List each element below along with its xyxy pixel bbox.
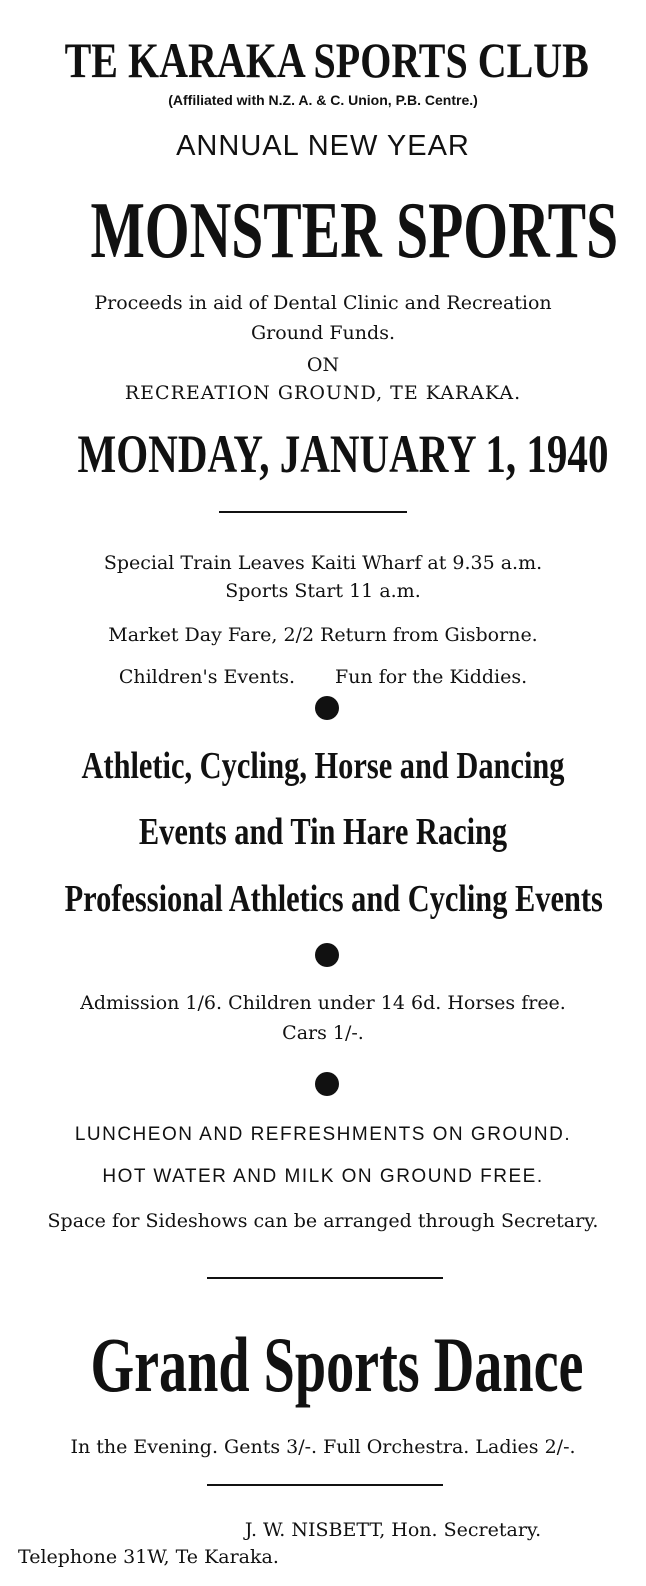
proceeds-line-2: Ground Funds.	[251, 322, 395, 344]
events-line-2: Events and Tin Hare Racing	[138, 811, 508, 853]
sideshows-notice: Space for Sideshows can be arranged through Secretary.	[47, 1210, 599, 1232]
divider-rule	[207, 1277, 443, 1279]
children-events-text: Children's Events.	[118, 666, 296, 688]
secretary-signature: J. W. NISBETT, Hon. Secretary.	[244, 1519, 542, 1541]
fun-for-kiddies-text: Fun for the Kiddies.	[335, 666, 528, 688]
children-events-line	[0, 664, 646, 690]
dance-details: In the Evening. Gents 3/-. Full Orchestra. Ladies 2/-.	[70, 1436, 576, 1458]
events-line-1: Athletic, Cycling, Horse and Dancing	[81, 745, 565, 787]
monster-sports-title: MONSTER SPORTS	[90, 187, 619, 275]
train-departure: Special Train Leaves Kaiti Wharf at 9.35 a.m.	[103, 552, 543, 574]
divider-rule	[207, 1484, 443, 1486]
sports-start-time: Sports Start 11 a.m.	[225, 580, 421, 602]
bullet-dot-icon	[315, 1072, 339, 1096]
proceeds-line-1: Proceeds in aid of Dental Clinic and Recreation	[94, 292, 552, 314]
luncheon-notice: LUNCHEON AND REFRESHMENTS ON GROUND.	[74, 1124, 572, 1145]
bullet-dot-icon	[315, 943, 339, 967]
club-name-heading: TE KARAKA SPORTS CLUB	[64, 32, 589, 88]
admission-prices: Admission 1/6. Children under 14 6d. Horses free.	[80, 992, 566, 1014]
bullet-dot-icon	[315, 696, 339, 720]
car-admission: Cars 1/-.	[282, 1022, 364, 1044]
divider-rule	[219, 511, 407, 513]
events-line-3: Professional Athletics and Cycling Events	[64, 878, 603, 920]
on-label: ON	[306, 354, 340, 376]
annual-new-year-heading: ANNUAL NEW YEAR	[176, 130, 470, 162]
telephone-line: Telephone 31W, Te Karaka.	[18, 1546, 279, 1568]
hot-water-notice: HOT WATER AND MILK ON GROUND FREE.	[102, 1166, 544, 1187]
event-date: MONDAY, JANUARY 1, 1940	[77, 424, 609, 484]
market-day-fare: Market Day Fare, 2/2 Return from Gisborne.	[108, 624, 538, 646]
affiliation-note: (Affiliated with N.Z. A. & C. Union, P.B. Centre.)	[168, 92, 478, 108]
venue-line: RECREATION GROUND, TE KARAKA.	[124, 382, 522, 404]
grand-sports-dance-title: Grand Sports Dance	[90, 1321, 584, 1408]
